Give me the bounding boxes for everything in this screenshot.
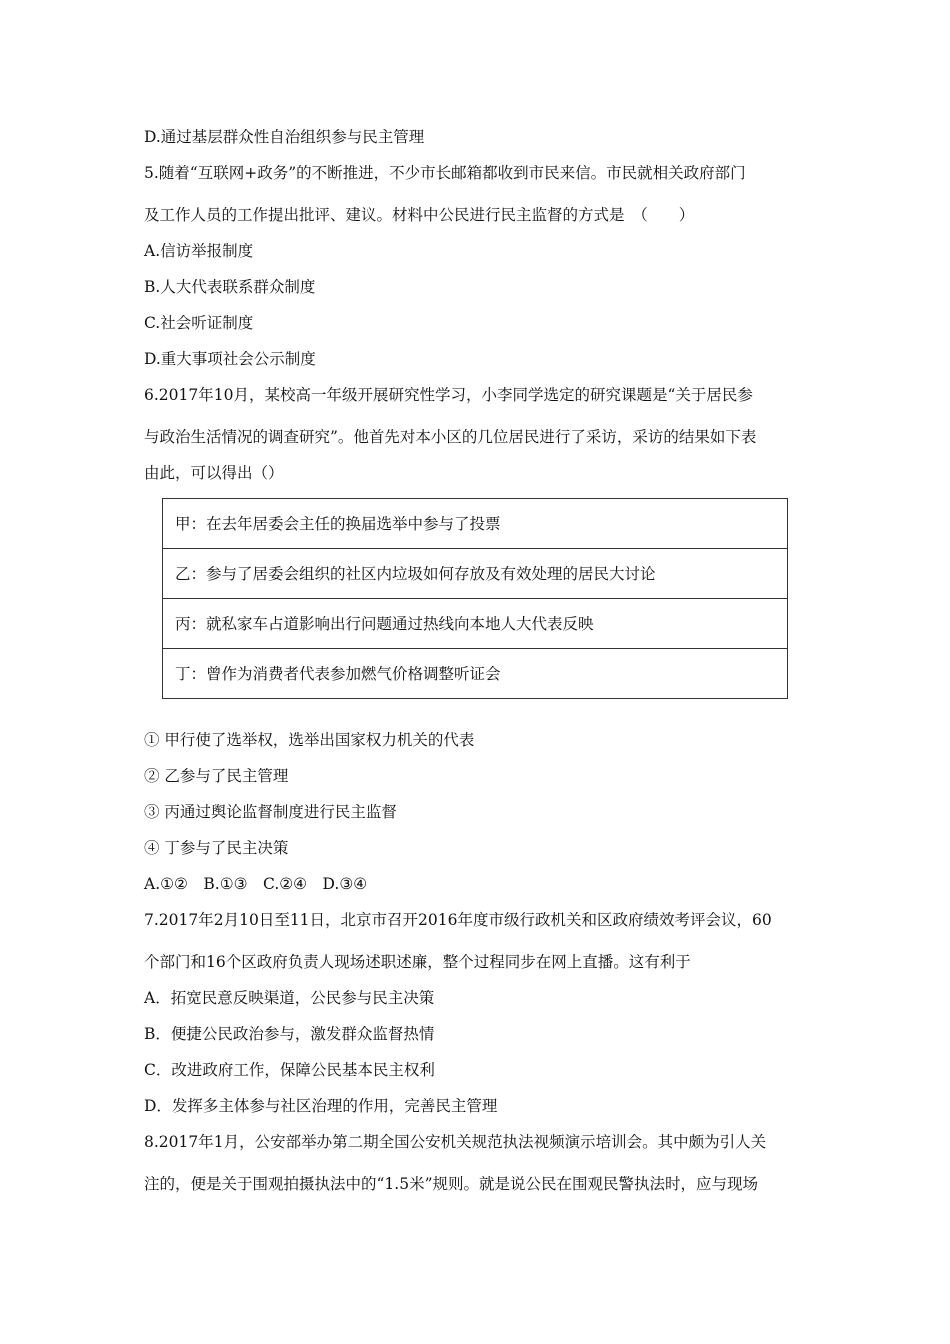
line-q7-option-a: A．拓宽民意反映渠道，公民参与民主决策 — [144, 989, 435, 1007]
line-q5-option-d: D.重大事项社会公示制度 — [144, 350, 316, 368]
line-q7-option-c: C．改进政府工作，保障公民基本民主权利 — [144, 1061, 435, 1079]
line-q6-options: A.①② B.①③ C.②④ D.③④ — [144, 875, 368, 893]
line-q6-statement-4: ④ 丁参与了民主决策 — [144, 839, 289, 857]
line-q5-option-a: A.信访举报制度 — [144, 242, 254, 260]
line-q4-option-d: D.通过基层群众性自治组织参与民主管理 — [144, 128, 425, 146]
line-q8-stem-1: 8.2017年1月，公安部举办第二期全国公安机关规范执法视频演示培训会。其中颇为引人关 — [144, 1133, 767, 1151]
line-q6-stem-2: 与政治生活情况的调查研究”。他首先对本小区的几位居民进行了采访，采访的结果如下表 — [144, 428, 757, 446]
table-row: 乙：参与了居委会组织的社区内垃圾如何存放及有效处理的居民大讨论 — [163, 549, 787, 599]
line-q5-stem-1: 5.随着“互联网+政务”的不断推进，不少市长邮箱都收到市民来信。市民就相关政府部门 — [144, 164, 746, 182]
line-q8-stem-2: 注的，便是关于围观拍摄执法中的“1.5米”规则。就是说公民在围观民警执法时，应与现场 — [144, 1175, 759, 1193]
line-q5-option-b: B.人大代表联系群众制度 — [144, 278, 316, 296]
line-q7-option-b: B．便捷公民政治参与，激发群众监督热情 — [144, 1025, 435, 1043]
line-q7-option-d: D．发挥多主体参与社区治理的作用，完善民主管理 — [144, 1097, 498, 1115]
line-q6-statement-2: ② 乙参与了民主管理 — [144, 767, 289, 785]
line-q6-statement-1: ① 甲行使了选举权，选举出国家权力机关的代表 — [144, 731, 475, 749]
line-q5-option-c: C.社会听证制度 — [144, 314, 254, 332]
line-q7-stem-2: 个部门和16个区政府负责人现场述职述廉，整个过程同步在网上直播。这有利于 — [144, 953, 691, 971]
line-q6-stem-3: 由此，可以得出（） — [144, 464, 284, 482]
line-q5-stem-2: 及工作人员的工作提出批评、建议。材料中公民进行民主监督的方式是 （ ） — [144, 206, 695, 224]
table-row: 丙：就私家车占道影响出行问题通过热线向本地人大代表反映 — [163, 599, 787, 649]
table-row: 甲：在去年居委会主任的换届选举中参与了投票 — [163, 499, 787, 549]
survey-table — [162, 498, 788, 699]
line-q7-stem-1: 7.2017年2月10日至11日，北京市召开2016年度市级行政机关和区政府绩效考评会议，60 — [144, 911, 772, 929]
line-q6-stem-1: 6.2017年10月，某校高一年级开展研究性学习，小李同学选定的研究课题是“关于居民参 — [144, 386, 753, 404]
table-row: 丁：曾作为消费者代表参加燃气价格调整听证会 — [175, 665, 501, 683]
line-q6-statement-3: ③ 丙通过舆论监督制度进行民主监督 — [144, 803, 397, 821]
